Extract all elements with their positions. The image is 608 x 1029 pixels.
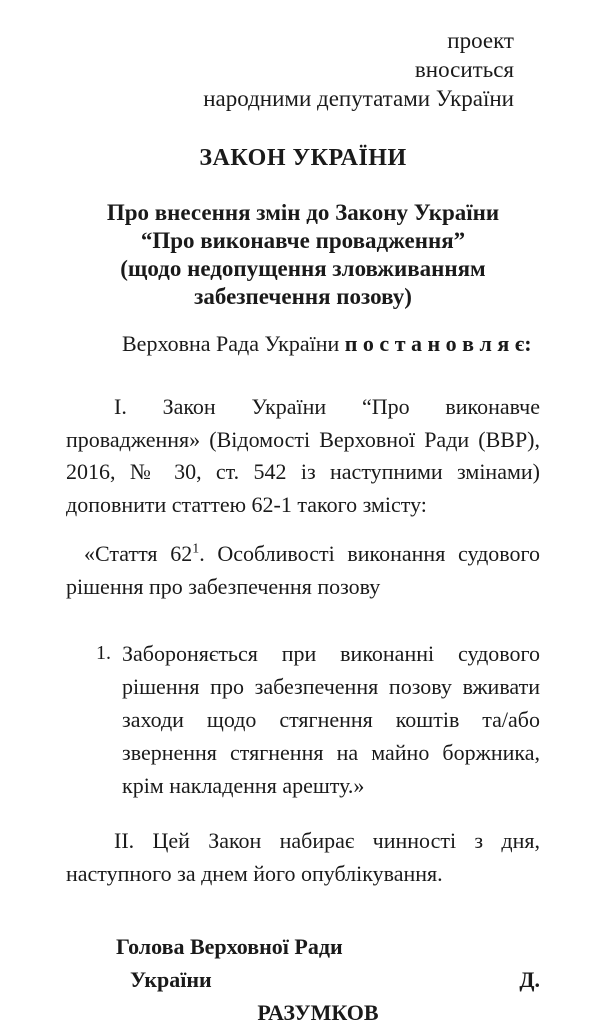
draft-intro-line-1: проект [447,28,514,53]
signature-title-line-2 [66,963,540,996]
draft-intro-line-2: вноситься [414,57,514,82]
article-62-1-paragraph [66,538,540,603]
signature-surname: РАЗУМКОВ [257,1000,379,1025]
list-item-number: 1. [96,642,111,664]
draft-intro-note [66,26,540,113]
article-suffix: . Особливості виконання судового рішення про забезпечення позову [66,541,540,599]
draft-intro-line-3: народними депутатами України [203,86,514,111]
resolution-prefix: Верховна Рада України [122,331,345,356]
resolution-verb: п о с т а н о в л я є: [344,331,532,356]
signature-initial: Д. [519,967,540,992]
law-subtitle-main: Про внесення змін до Закону України “Про виконавче провадження” [106,200,500,253]
article-prefix: «Стаття 62 [84,541,193,566]
section-2-paragraph: ІІ. Цей Закон набирає чинності з дня, наступного за днем його опублікування. [66,828,540,886]
law-subtitle-clarification: (щодо недопущення зловживанням забезпечення позову) [120,256,486,309]
law-title: ЗАКОН УКРАЇНИ [199,145,407,171]
signature-block [66,930,540,1029]
article-list-item-1 [96,637,540,802]
signature-title-line-1: Голова Верховної Ради [116,934,343,959]
list-item-text: Забороняється при виконанні судового рішення про забезпечення позову вживати заходи щодо стягнення коштів та/або звернення стягнення на майно боржника, крім накладення арешту.» [122,641,540,798]
signature-title-country: України [130,967,212,992]
article-superscript: 1 [192,541,200,557]
section-1-paragraph: І. Закон України “Про виконавче провадження» (Відомості Верховної Ради (ВВР), 2016, № 30, ст. 542 із наступними змінами) доповнити статтею 62-1 такого змісту: [66,394,540,517]
resolution-line [66,327,540,360]
